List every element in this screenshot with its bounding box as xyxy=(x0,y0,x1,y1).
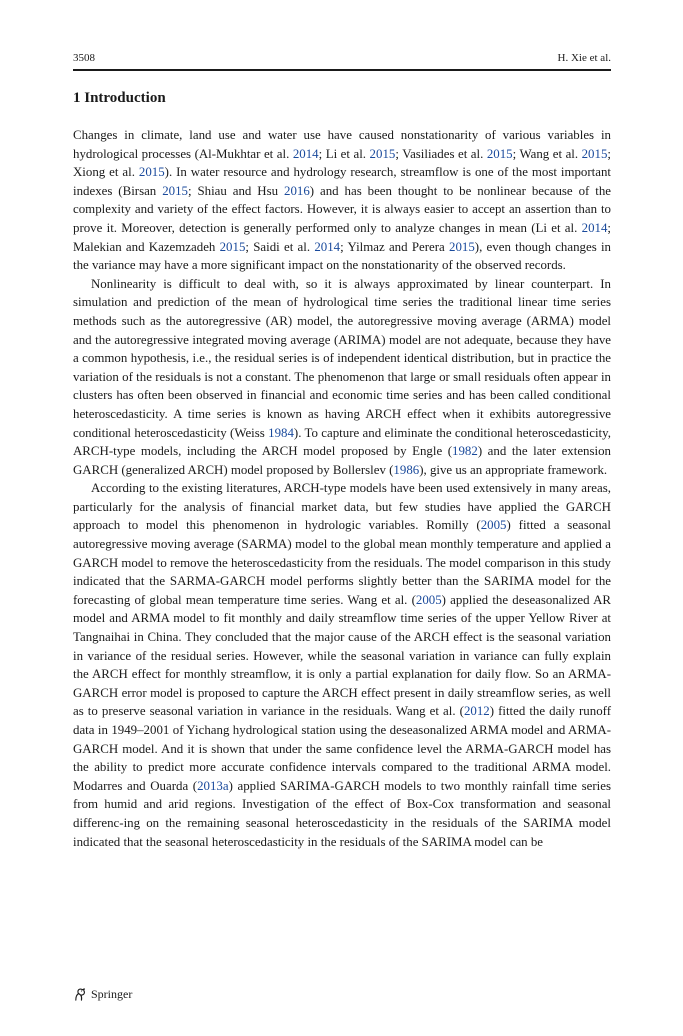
citation-link[interactable]: 2005 xyxy=(480,518,507,533)
citation-link[interactable]: 2014 xyxy=(581,220,608,235)
page-number: 3508 xyxy=(73,52,95,64)
citation-link[interactable]: 2015 xyxy=(449,239,475,254)
paragraph: According to the existing literatures, ARCH-type models have been used extensively in many areas, particularly for the analysis of financial market data, but few studies have applied the GARCH approach to model this phenomenon in hydrologic variables. Romilly (2005) fitted a seasonal autoregressive moving average (SARMA) model to the global mean monthly temperature and applied a GARCH model to remove the heteroscedasticity from the residuals. The model comparison in this study indicated that the SARMA-GARCH model performs slightly better than the SARIMA model for the forecasting of global mean temperature time series. Wang et al. (2005) applied the deseasonalized AR model and ARMA model to fit monthly and daily streamflow time series of the upper Yellow River at Tangnaihai in China. They concluded that the major cause of the ARCH effect is the seasonal variation in variance of the residual series. However, while the seasonal variation in variance can fully explain the ARCH effect for monthly streamflow, it is only a partial explanation for daily flow. So an ARMA-GARCH error model is proposed to capture the ARCH effect present in daily streamflow series, as well as to preserve seasonal variation in variance in the residuals. Wang et al. (2012) fitted the daily runoff data in 1949–2001 of Yichang hydrological station using the deseasonalized ARMA model and ARMA-GARCH model. And it is shown that under the same confidence level the ARMA-GARCH model has the ability to predict more accurate confidence intervals compared to the traditional ARMA model. Modarres and Ouarda (2013a) applied SARIMA-GARCH models to two monthly rainfall time series from humid and arid regions. Investigation of the effect of Box-Cox transformation and seasonal differenc-ing on the remaining seasonal heteroscedasticity in the residuals of the SARIMA model indicated that the seasonal heteroscedasticity in the residuals of the SARIMA model can be xyxy=(73,481,611,849)
paragraph: Nonlinearity is difficult to deal with, so it is always approximated by linear counterpart. In simulation and prediction of the mean of hydrological time series the traditional linear time series methods such as the autoregressive (AR) model, the autoregressive moving average (ARMA) model and the autoregressive integrated moving average (ARIMA) model are not adequate, because they have a common hypothesis, i.e., the residual series is of independent identical distribution, but in practice the variation of the residuals is not a constant. The phenomenon that large or small residuals often appear in clusters has often been observed in financial and economic time series and has been called conditional heteroscedasticity. A time series is known as having ARCH effect when it exhibits autoregressive conditional heteroscedasticity (Weiss 1984). To capture and eliminate the conditional heteroscedasticity, ARCH-type models, including the ARCH model proposed by Engle (1982) and the later extension GARCH (generalized ARCH) model proposed by Bollerslev (1986), give us an appropriate framework. xyxy=(73,276,611,477)
citation-link[interactable]: 2012 xyxy=(463,704,490,719)
citation-link[interactable]: 2005 xyxy=(415,592,442,607)
citation-link[interactable]: 2014 xyxy=(292,146,319,161)
citation-link[interactable]: 2015 xyxy=(162,183,188,198)
citation-link[interactable]: 1986 xyxy=(393,462,420,477)
citation-link[interactable]: 2015 xyxy=(486,146,513,161)
citation-link[interactable]: 2013a xyxy=(197,778,229,793)
citation-link[interactable]: 1982 xyxy=(452,444,478,459)
citation-link[interactable]: 2015 xyxy=(369,146,396,161)
publisher-name: Springer xyxy=(91,987,133,1001)
running-head xyxy=(73,50,611,66)
citation-link[interactable]: 2015 xyxy=(581,146,608,161)
page xyxy=(73,0,611,1036)
citation-link[interactable]: 1984 xyxy=(268,425,294,440)
section-title: 1 Introduction xyxy=(73,90,166,106)
header-rule xyxy=(73,69,611,71)
citation-link[interactable]: 2016 xyxy=(284,183,310,198)
paragraph: Changes in climate, land use and water use have caused nonstationarity of various variables in hydrological processes (Al-Mukhtar et al. 2014; Li et al. 2015; Vasiliades et al. 2015; Wang et al. 2015; Xiong et al. 2015). In water resource and hydrology research, streamflow is one of the most important indexes (Birsan 2015; Shiau and Hsu 2016) and has been thought to be nonlinear because of the complexity and variety of the effect factors. However, it is always easier to accept an assertion than to prove it. Moreover, detection is generally performed only to analyze changes in mean (Li et al. 2014; Malekian and Kazemzadeh 2015; Saidi et al. 2014; Yilmaz and Perera 2015), even though changes in the variance may have a more significant impact on the nonstationarity of the observed records. xyxy=(73,128,611,273)
citation-link[interactable]: 2014 xyxy=(314,239,341,254)
body-text xyxy=(73,126,611,851)
running-authors: H. Xie et al. xyxy=(557,52,611,64)
footer xyxy=(73,985,132,1003)
citation-link[interactable]: 2015 xyxy=(138,165,165,180)
citation-link[interactable]: 2015 xyxy=(219,239,246,254)
springer-horse-icon xyxy=(73,987,88,1002)
